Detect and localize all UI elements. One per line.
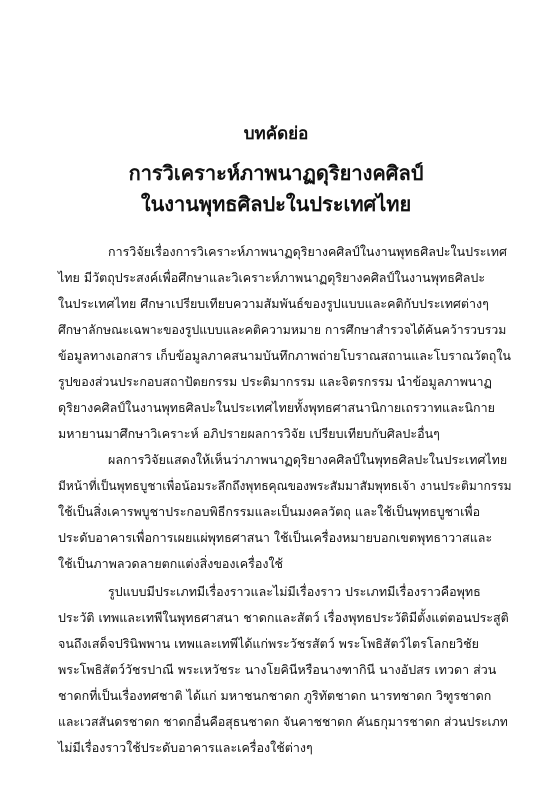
body-line: ผลการวิจัยแสดงให้เห็นว่าภาพนาฏดุริยางคศิลป์ในพุทธศิลปะในประเทศไทย [108, 452, 508, 467]
abstract-label: บทคัดย่อ [243, 124, 309, 144]
body-line: รูปแบบมีประเภทมีเรื่องราวและไม่มีเรื่องราว ประเภทมีเรื่องราวคือพุทธ [108, 584, 481, 599]
abstract-title-line-1: การวิเคราะห์ภาพนาฏดุริยางคศิลป์ [128, 161, 424, 185]
body-line: การวิจัยเรื่องการวิเคราะห์ภาพนาฏดุริยางคศิลป์ในงานพุทธศิลปะในประเทศ [108, 244, 507, 259]
body-line: ใช้เป็นภาพลวดลายตกแต่งสิ่งของเครื่องใช้ [58, 556, 284, 571]
body-line: ข้อมูลทางเอกสาร เก็บข้อมูลภาคสนามบันทึกภาพถ่ายโบราณสถานและโบราณวัตถุใน [58, 348, 511, 363]
body-line: พระโพธิสัตว์วัชรปาณี พระเหวัชระ นางโยคินีหรือนางฑากินี นางอัปสร เทวดา ส่วน [58, 662, 497, 677]
body-line: มีหน้าที่เป็นพุทธบูชาเพื่อน้อมระลึกถึงพุทธคุณของพระสัมมาสัมพุทธเจ้า งานประติมากรรม [58, 479, 512, 493]
body-line: จนถึงเสด็จปรินิพพาน เทพและเทพีได้แก่พระวัชรสัตว์ พระโพธิสัตว์ไตรโลกยวิชัย [58, 636, 479, 651]
body-line: รูปของส่วนประกอบสถาปัตยกรรม ประติมากรรม และจิตรกรรม นำข้อมูลภาพนาฏ [58, 374, 492, 389]
abstract-title-line-2: ในงานพุทธศิลปะในประเทศไทย [140, 192, 412, 216]
body-line: และเวสสันดรชาดก ชาดกอื่นคือสุธนชาดก จันคาชชาดก คันธกุมารชาดก ส่วนประเภท [58, 715, 508, 729]
body-line: ใช้เป็นสิ่งเคารพบูชาประกอบพิธีกรรมและเป็นมงคลวัตถุ และใช้เป็นพุทธบูชาเพื่อ [58, 504, 481, 519]
body-line: ประวัติ เทพและเทพีในพุทธศาสนา ชาดกและสัตว์ เรื่องพุทธประวัติมีตั้งแต่ตอนประสูติ [58, 610, 509, 625]
body-line: ศึกษาลักษณะเฉพาะของรูปแบบและคติความหมาย การศึกษาสำรวจได้ค้นคว้ารวบรวม [58, 323, 507, 337]
body-line: ดุริยางคศิลป์ในงานพุทธศิลปะในประเทศไทยทั้งพุทธศาสนานิกายเถรวาทและนิกาย [58, 400, 495, 415]
body-line: ไม่มีเรื่องราวใช้ประดับอาคารและเครื่องใช้ต่างๆ [58, 740, 313, 755]
body-line: มหายานมาศึกษาวิเคราะห์ อภิปรายผลการวิจัย เปรียบเทียบกับศิลปะอื่นๆ [58, 426, 440, 441]
body-line: ชาดกที่เป็นเรื่องทศชาติ ได้แก่ มหาชนกชาดก ภูริทัตชาดก นารทชาดก วิฑูรชาดก [58, 688, 492, 703]
body-line: ประดับอาคารเพื่อการเผยแผ่พุทธศาสนา ใช้เป็นเครื่องหมายบอกเขตพุทธาวาสและ [58, 530, 493, 545]
body-line: ในประเทศไทย ศึกษาเปรียบเทียบความสัมพันธ์ของรูปแบบและคติกับประเทศต่างๆ [58, 296, 489, 311]
body-line: ไทย มีวัตถุประสงค์เพื่อศึกษาและวิเคราะห์ภาพนาฏดุริยางคศิลป์ในงานพุทธศิลปะ [58, 270, 486, 285]
